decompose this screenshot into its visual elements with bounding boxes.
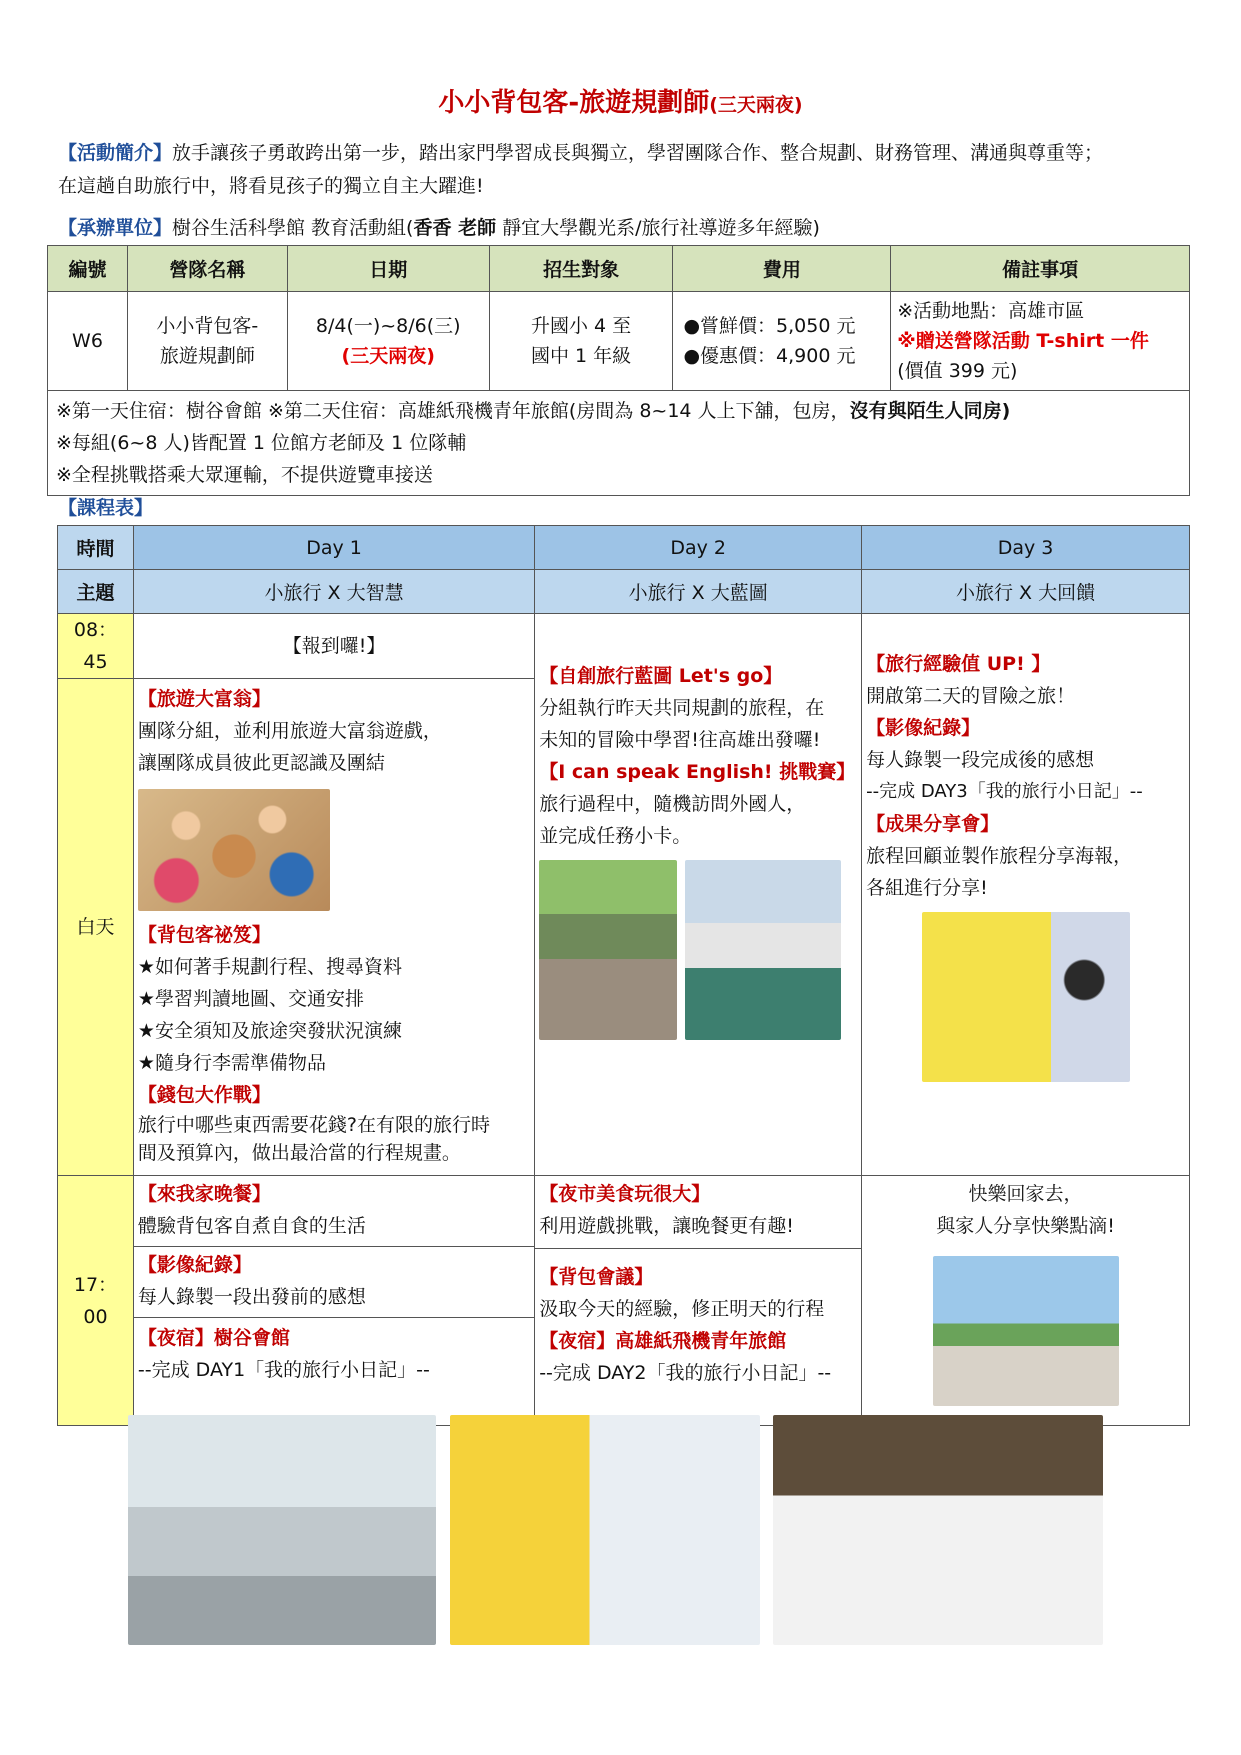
d1-e1-title: 【來我家晚餐】: [137, 1183, 271, 1205]
day-1-header: Day 1: [133, 526, 534, 570]
d2-e3-title: 【夜宿】高雄紙飛機青年旅館: [539, 1330, 787, 1352]
course-label: 【課程表】: [58, 497, 154, 519]
d2-e1-title: 【夜市美食玩很大】: [539, 1183, 711, 1205]
d1-s3-title: 【錢包大作戰】: [137, 1084, 271, 1106]
bottom-photo-strip: [128, 1415, 1128, 1645]
d1-s3-l1: 旅行中哪些東西需要花錢?在有限的旅行時: [137, 1114, 490, 1136]
camp-name: [127, 292, 287, 391]
time-header: 時間: [58, 526, 134, 570]
note-lodging-bold: 沒有與陌生人同房): [849, 400, 1011, 422]
info-header-row: [48, 246, 1190, 292]
info-row: [48, 292, 1190, 391]
d1-s2-l2: ★學習判讀地圖、交通安排: [137, 988, 364, 1010]
d1-e1: [134, 1176, 534, 1247]
day-1-theme: 小旅行 X 大智慧: [133, 570, 534, 614]
note-staff: ※每組(6~8 人)皆配置 1 位館方老師及 1 位隊輔: [56, 432, 467, 454]
d1-s1-title: 【旅遊大富翁】: [137, 688, 271, 710]
checkin-row: [58, 614, 1190, 679]
d1-s1-l2: 讓團隊成員彼此更認識及團結: [137, 752, 385, 774]
organizer-text-a: 樹谷生活科學館 教育活動組(: [172, 217, 414, 239]
summary-label: 【活動簡介】: [58, 142, 173, 164]
d3-e1-l1: 快樂回家去，: [968, 1183, 1083, 1205]
day-2-daytime: [535, 614, 862, 1176]
camp-code: W6: [48, 292, 128, 391]
d3-e1-l2: 與家人分享快樂點滴!: [936, 1215, 1115, 1237]
checkin-cell: 【報到囉!】: [133, 614, 534, 679]
camp-fee: [673, 292, 891, 391]
d2-e2-title: 【背包會議】: [539, 1266, 654, 1288]
schedule-theme-row: [58, 570, 1190, 614]
d1-e3-title: 【夜宿】樹谷會館: [137, 1327, 290, 1349]
d2-s1-l2: 未知的冒險中學習!往高雄出發囉!: [539, 729, 821, 751]
organizer-label: 【承辦單位】: [58, 217, 173, 239]
group-jump-photo: [933, 1256, 1119, 1406]
d3-s3-title: 【成果分享會】: [866, 813, 1000, 835]
summary-text-1: 放手讓孩子勇敢跨出第一步，踏出家門學習成長與獨立，學習團隊合作、整合規劃、財務管理、溝通與尊重等；: [172, 142, 1104, 164]
train-group-photo: [128, 1415, 436, 1645]
theme-header: 主題: [58, 570, 134, 614]
fee-discount: ●優惠價：4,900 元: [683, 345, 856, 367]
poster-share-photo: [922, 912, 1130, 1082]
d3-s2-l2: --完成 DAY3「我的旅行小日記」--: [866, 781, 1143, 802]
d3-s3-l2: 各組進行分享!: [866, 877, 988, 899]
d1-s1-l1: 團隊分組，並利用旅遊大富翁遊戲，: [137, 720, 442, 742]
day-3-theme: 小旅行 X 大回饋: [862, 570, 1190, 614]
summary-line-1: [58, 137, 1198, 170]
time-0845: 08：45: [58, 614, 134, 679]
cooking-group-photo: [773, 1415, 1103, 1645]
d3-s2-l1: 每人錄製一段完成後的感想: [866, 749, 1095, 771]
d1-s2-l4: ★隨身行李需準備物品: [137, 1052, 326, 1074]
camp-name-2: 旅遊規劃師: [159, 345, 255, 367]
organizer-line: [58, 212, 1198, 245]
camp-date: [287, 292, 489, 391]
note-transport: ※全程挑戰搭乘大眾運輸，不提供遊覽車接送: [56, 464, 433, 486]
d1-s3-l2: 間及預算內，做出最洽當的行程規畫。: [137, 1142, 461, 1164]
d1-e2-title: 【影像紀錄】: [137, 1254, 252, 1276]
d2-e2: [535, 1249, 861, 1393]
d2-e1: [535, 1176, 861, 1249]
schedule-day-row: [58, 526, 1190, 570]
time-1700: 17：00: [58, 1176, 134, 1426]
d2-s2-l2: 並完成任務小卡。: [539, 825, 692, 847]
day-2-evening: [535, 1176, 862, 1426]
d1-s2-title: 【背包客祕笈】: [137, 924, 271, 946]
schedule-table: [57, 525, 1190, 1426]
camp-target: [489, 292, 673, 391]
team-circle-photo: [138, 789, 330, 911]
camp-target-1: 升國小 4 至: [530, 315, 632, 337]
d2-e3-l1: --完成 DAY2「我的旅行小日記」--: [539, 1362, 832, 1384]
header-name: 營隊名稱: [127, 246, 287, 292]
day-3-evening: [862, 1176, 1190, 1426]
d1-s2-l3: ★安全須知及旅途突發狀況演練: [137, 1020, 402, 1042]
d3-s1-title: 【旅行經驗值 UP! 】: [866, 653, 1051, 675]
day-2-header: Day 2: [535, 526, 862, 570]
organizer-text-b: 靜宜大學觀光系/旅行社導遊多年經驗): [496, 217, 820, 239]
d1-e3-l1: --完成 DAY1「我的旅行小日記」--: [137, 1359, 430, 1381]
d1-e1-l1: 體驗背包客自煮自食的生活: [137, 1215, 366, 1237]
d2-photos: [539, 852, 857, 1054]
remark-value: (價值 399 元): [897, 360, 1018, 382]
d1-e3: [134, 1318, 534, 1390]
d2-s1-title: 【自創旅行藍圖 Let's go】: [539, 665, 783, 687]
day-3-daytime: [862, 614, 1190, 1176]
camp-name-1: 小小背包客-: [156, 315, 259, 337]
d3-s2-title: 【影像紀錄】: [866, 717, 981, 739]
info-notes: [48, 391, 1190, 496]
remark-location: ※活動地點：高雄市區: [897, 300, 1085, 322]
day-2-theme: 小旅行 X 大藍圖: [535, 570, 862, 614]
fee-trial: ●嘗鮮價：5,050 元: [683, 315, 856, 337]
time-daytime: 白天: [58, 679, 134, 1176]
d1-e2-l1: 每人錄製一段出發前的感想: [137, 1286, 366, 1308]
header-target: 招生對象: [489, 246, 673, 292]
d1-e2: [134, 1247, 534, 1318]
header-remark: 備註事項: [891, 246, 1190, 292]
camp-date-1: 8/4(一)~8/6(三): [315, 315, 461, 337]
d1-s2-l1: ★如何著手規劃行程、搜尋資料: [137, 956, 402, 978]
header-date: 日期: [287, 246, 489, 292]
d2-s1-l1: 分組執行昨天共同規劃的旅程，在: [539, 697, 825, 719]
header-fee: 費用: [673, 246, 891, 292]
camp-date-2: (三天兩夜): [341, 345, 435, 367]
title-sub: (三天兩夜): [709, 94, 803, 116]
d2-e1-l1: 利用遊戲挑戰，讓晚餐更有趣!: [539, 1215, 794, 1237]
day-1-evening: [133, 1176, 534, 1426]
remark-tshirt: ※贈送營隊活動 T-shirt 一件: [897, 330, 1149, 352]
info-notes-row: [48, 391, 1190, 496]
note-lodging: ※第一天住宿：樹谷會館 ※第二天住宿：高雄紙飛機青年旅館(房間為 8~14 人上下舖，包房，: [56, 400, 850, 422]
organizer-teacher: 香香 老師: [413, 217, 497, 239]
shop-interview-photo: [685, 860, 841, 1040]
d3-s3-l1: 旅程回顧並製作旅程分享海報，: [866, 845, 1133, 867]
d3-s1-l1: 開啟第二天的冒險之旅！: [866, 685, 1076, 707]
day-1-daytime: [133, 679, 534, 1176]
camp-remark: [891, 292, 1190, 391]
d2-s2-l1: 旅行過程中，隨機訪問外國人，: [539, 793, 806, 815]
d2-s2-title: 【I can speak English! 挑戰賽】: [539, 761, 856, 783]
evening-row: [58, 1176, 1190, 1426]
summary-text-2: 在這趟自助旅行中，將看見孩子的獨立自主大躍進!: [58, 175, 484, 197]
header-code: 編號: [48, 246, 128, 292]
camp-target-2: 國中 1 年級: [530, 345, 632, 367]
camp-info-table: [47, 245, 1190, 496]
page-title: [0, 82, 1241, 119]
bus-map-photo: [450, 1415, 760, 1645]
title-main: 小小背包客-旅遊規劃師: [438, 88, 710, 118]
d2-e2-l1: 汲取今天的經驗，修正明天的行程: [539, 1298, 825, 1320]
street-interview-photo: [539, 860, 677, 1040]
day-3-header: Day 3: [862, 526, 1190, 570]
